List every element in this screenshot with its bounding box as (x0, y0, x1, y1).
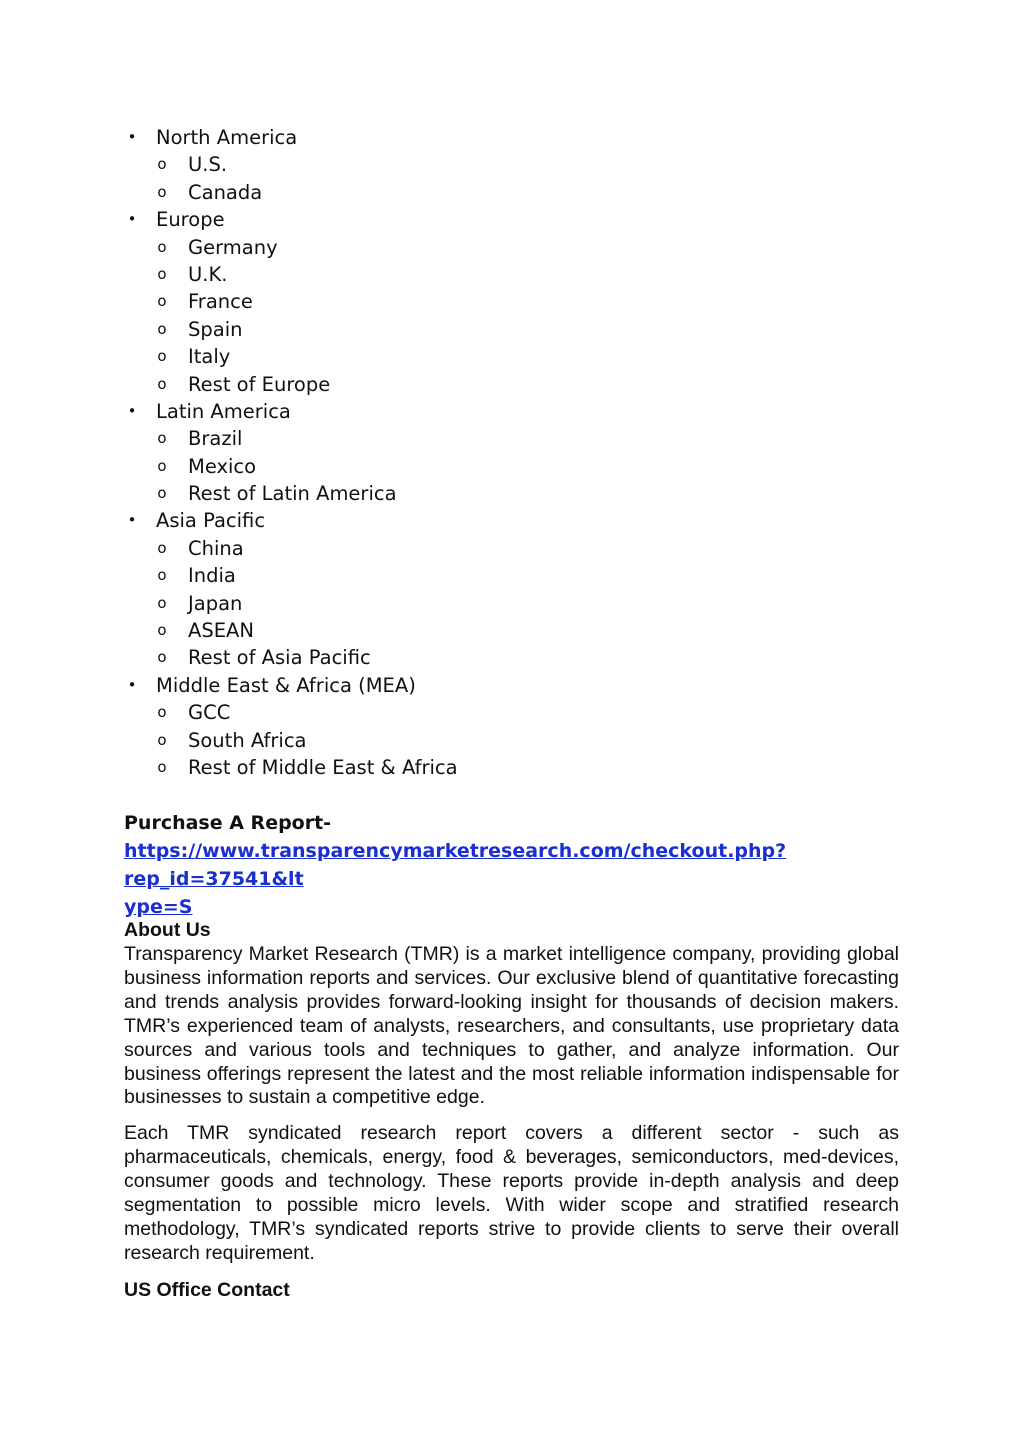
circle-bullet-icon: o (157, 292, 167, 311)
purchase-link-line2[interactable]: ype=S (124, 896, 193, 918)
country-item (124, 535, 824, 562)
about-paragraph-1: Transparency Market Research (TMR) is a market intelligence company, providing global business information reports and services. Our exclusive blend of quantitative forecasting and trends analysis provides forward-looking insight for thousands of decision makers. TMR’s experienced team of analysts, researchers, and consultants, use proprietary data sources and various tools and techniques to gather, and analyze information. Our business offerings represent the latest and the most reliable information indispensable for businesses to sustain a competitive edge. (124, 943, 899, 1109)
region-item (124, 672, 824, 699)
circle-bullet-icon: o (157, 703, 167, 722)
circle-bullet-icon: o (157, 182, 167, 201)
circle-bullet-icon: o (157, 757, 167, 776)
country-item (124, 179, 824, 206)
circle-bullet-icon: o (157, 374, 167, 393)
circle-bullet-icon: o (157, 237, 167, 256)
country-label: China (188, 536, 244, 560)
circle-bullet-icon: o (157, 155, 167, 174)
circle-bullet-icon: o (157, 593, 167, 612)
region-item (124, 206, 824, 233)
country-label: India (188, 564, 236, 588)
region-label: Middle East & Africa (MEA) (156, 673, 416, 697)
country-item (124, 480, 824, 507)
bullet-icon: • (127, 210, 137, 229)
purchase-link[interactable] (124, 840, 786, 918)
country-item (124, 343, 824, 370)
country-item (124, 699, 824, 726)
country-label: Spain (188, 317, 243, 341)
country-label: Rest of Middle East & Africa (188, 755, 458, 779)
purchase-link-line1[interactable]: https://www.transparencymarketresearch.com/checkout.php?rep_id=37541&lt (124, 840, 787, 890)
country-item (124, 754, 824, 781)
country-item (124, 151, 824, 178)
country-label: Japan (188, 591, 243, 615)
circle-bullet-icon: o (157, 456, 167, 475)
country-item (124, 234, 824, 261)
region-label: Asia Pacific (156, 509, 266, 533)
circle-bullet-icon: o (157, 347, 167, 366)
about-section (124, 918, 899, 1303)
circle-bullet-icon: o (157, 484, 167, 503)
purchase-section (124, 809, 904, 921)
country-item (124, 316, 824, 343)
region-label: Europe (156, 208, 225, 232)
country-item (124, 371, 824, 398)
circle-bullet-icon: o (157, 319, 167, 338)
circle-bullet-icon: o (157, 429, 167, 448)
bullet-icon: • (127, 675, 137, 694)
bullet-icon: • (127, 401, 137, 420)
bullet-icon: • (127, 128, 137, 146)
region-item (124, 124, 824, 151)
country-label: U.K. (188, 262, 228, 286)
country-label: U.S. (188, 153, 228, 177)
bullet-icon: • (127, 511, 137, 530)
country-label: Italy (188, 345, 231, 369)
country-item (124, 261, 824, 288)
country-label: South Africa (188, 728, 307, 752)
region-item (124, 398, 824, 425)
country-label: Germany (188, 235, 278, 259)
circle-bullet-icon: o (157, 538, 167, 557)
country-item (124, 453, 824, 480)
region-label: North America (156, 126, 298, 149)
country-label: Mexico (188, 454, 257, 478)
country-label: Canada (188, 180, 263, 204)
country-item (124, 562, 824, 589)
circle-bullet-icon: o (157, 566, 167, 585)
circle-bullet-icon: o (157, 648, 167, 667)
country-item (124, 590, 824, 617)
country-label: France (188, 290, 253, 314)
circle-bullet-icon: o (157, 621, 167, 640)
country-label: GCC (188, 701, 231, 725)
about-paragraph-2: Each TMR syndicated research report covers a different sector - such as pharmaceuticals, chemicals, energy, food & beverages, semiconductors, med-devices, consumer goods and technology. These reports provide in-depth analysis and deep segmentation to possible micro levels. With wider scope and stratified research methodology, TMR’s syndicated reports strive to provide clients to serve their overall research requirement. (124, 1122, 899, 1264)
country-label: Rest of Europe (188, 372, 331, 396)
country-item (124, 288, 824, 315)
region-list (124, 124, 824, 781)
country-label: ASEAN (188, 619, 254, 643)
circle-bullet-icon: o (157, 264, 167, 283)
circle-bullet-icon: o (157, 730, 167, 749)
purchase-label: Purchase A Report- (124, 812, 332, 834)
country-label: Rest of Asia Pacific (188, 646, 371, 670)
country-item (124, 617, 824, 644)
us-office-contact-heading: US Office Contact (124, 1278, 290, 1301)
about-heading: About Us (124, 919, 211, 941)
country-label: Brazil (188, 427, 243, 451)
region-item (124, 507, 824, 534)
region-label: Latin America (156, 399, 291, 423)
country-item (124, 644, 824, 671)
country-item (124, 727, 824, 754)
country-label: Rest of Latin America (188, 482, 397, 506)
country-item (124, 425, 824, 452)
